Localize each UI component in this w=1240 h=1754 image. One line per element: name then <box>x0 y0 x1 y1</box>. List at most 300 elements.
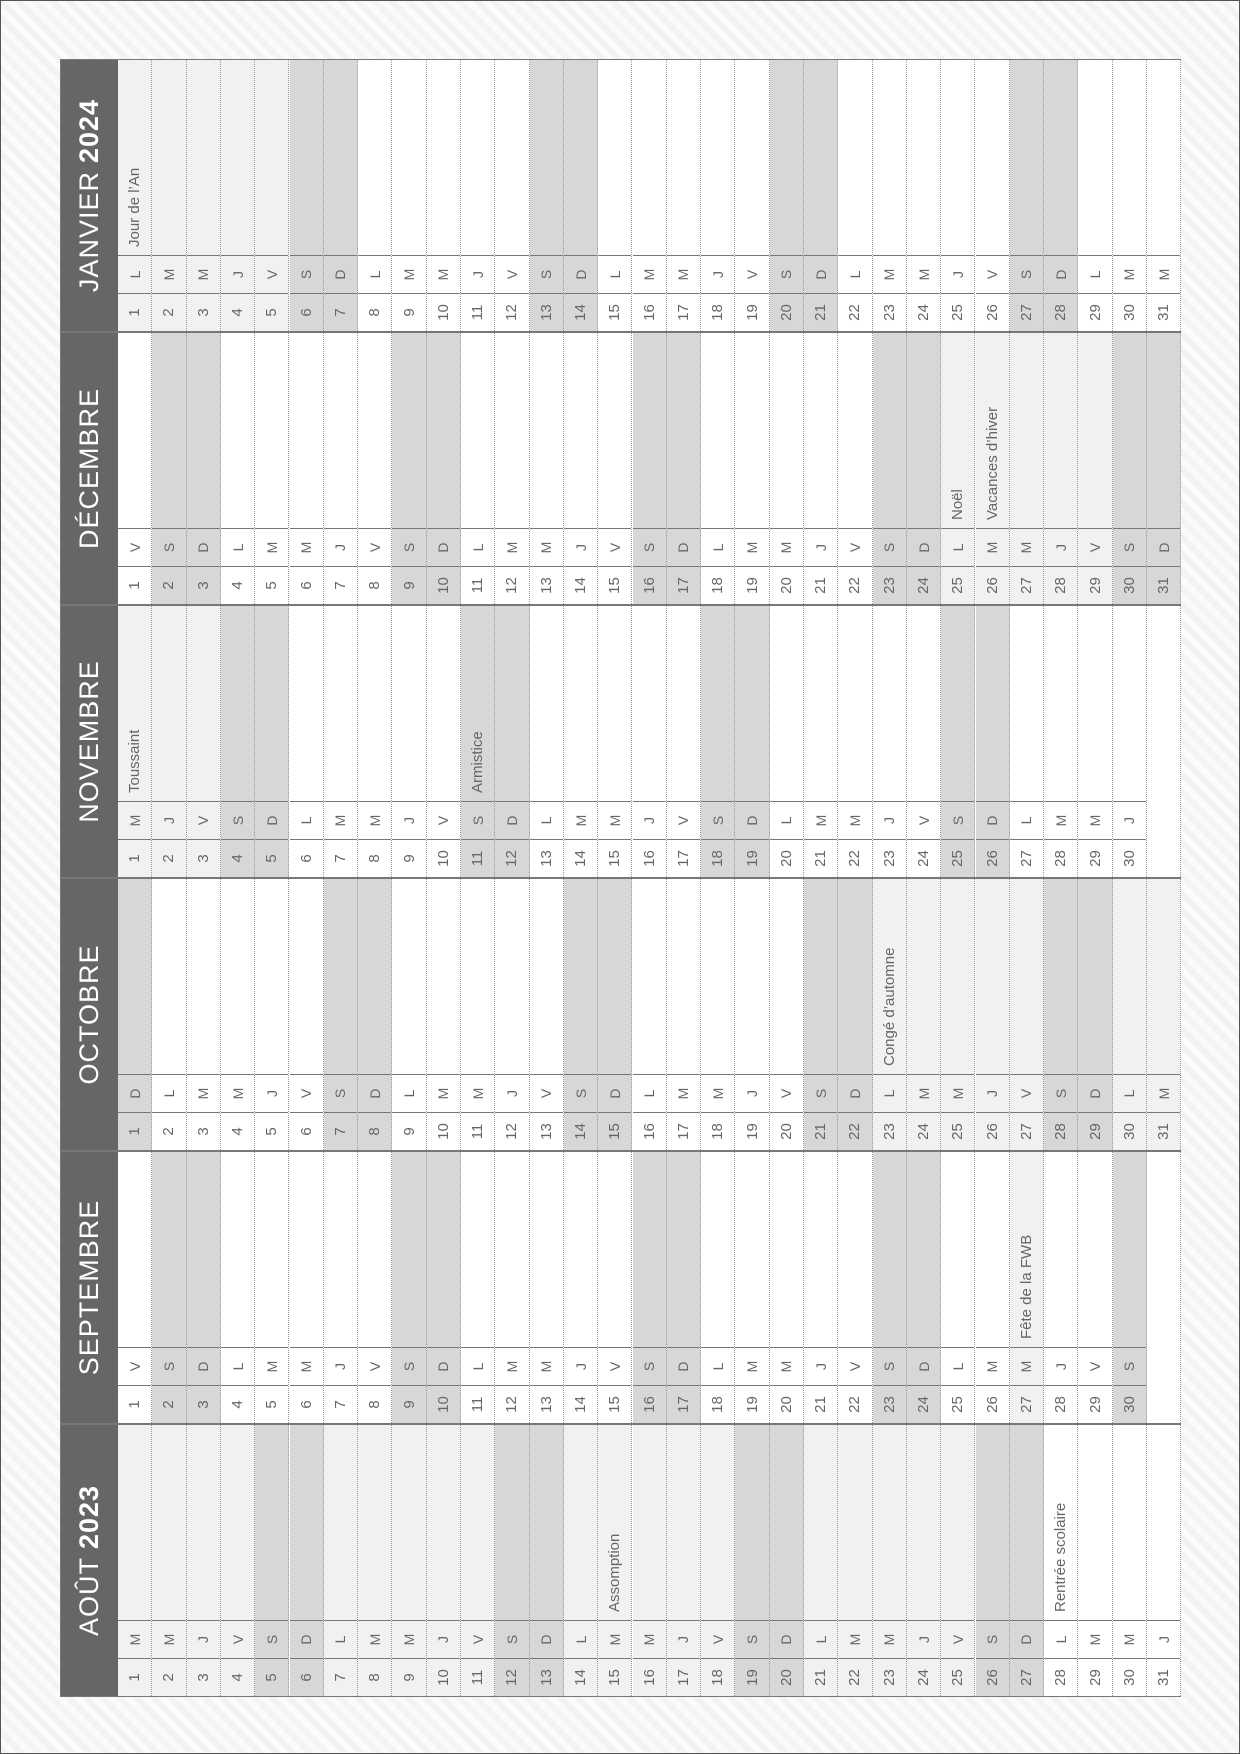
day-row <box>873 333 907 604</box>
day-number: 30 <box>1113 839 1146 877</box>
day-number: 8 <box>358 566 391 604</box>
day-number: 10 <box>427 566 460 604</box>
month-name: JANVIER <box>74 171 104 293</box>
day-number: 15 <box>598 839 631 877</box>
day-number: 25 <box>941 1658 974 1696</box>
day-row <box>838 879 872 1150</box>
weekday-letter: M <box>358 801 391 839</box>
day-row <box>255 1152 289 1423</box>
weekday-letter: L <box>461 1347 494 1385</box>
day-row <box>598 1152 632 1423</box>
day-number: 11 <box>461 1112 494 1150</box>
day-number: 13 <box>530 1658 563 1696</box>
day-number: 22 <box>838 1385 871 1423</box>
weekday-letter: D <box>1078 1074 1111 1112</box>
day-row <box>735 1152 769 1423</box>
day-row <box>427 1425 461 1696</box>
weekday-letter: J <box>324 1347 357 1385</box>
weekday-letter: M <box>976 528 1009 566</box>
weekday-letter: S <box>1010 255 1043 293</box>
weekday-letter: S <box>152 528 185 566</box>
day-row <box>1044 1152 1078 1423</box>
weekday-letter: J <box>735 1074 768 1112</box>
day-row <box>221 60 255 331</box>
day-row <box>1113 1152 1147 1423</box>
day-row <box>667 879 701 1150</box>
day-number: 4 <box>221 1385 254 1423</box>
day-row <box>461 60 495 331</box>
weekday-letter: L <box>1078 255 1111 293</box>
day-number: 8 <box>358 839 391 877</box>
month-header <box>61 333 118 604</box>
day-number: 4 <box>221 1112 254 1150</box>
day-row <box>152 333 186 604</box>
day-row <box>770 606 804 877</box>
day-number: 31 <box>1147 1658 1180 1696</box>
weekday-letter: D <box>495 801 528 839</box>
day-row <box>976 333 1010 604</box>
weekday-letter: L <box>461 528 494 566</box>
weekday-letter: M <box>1113 1620 1146 1658</box>
day-number: 26 <box>976 1385 1009 1423</box>
weekday-letter: J <box>804 528 837 566</box>
day-number: 12 <box>495 839 528 877</box>
weekday-letter: M <box>427 255 460 293</box>
weekday-letter: V <box>495 255 528 293</box>
day-number: 22 <box>838 566 871 604</box>
day-row <box>1078 606 1112 877</box>
day-row <box>392 60 426 331</box>
day-row <box>324 333 358 604</box>
day-number: 12 <box>495 1658 528 1696</box>
weekday-letter: M <box>152 255 185 293</box>
weekday-letter: V <box>530 1074 563 1112</box>
day-row <box>358 1152 392 1423</box>
day-number: 10 <box>427 293 460 331</box>
day-number: 24 <box>907 1385 940 1423</box>
day-row <box>255 879 289 1150</box>
weekday-letter: L <box>392 1074 425 1112</box>
day-row <box>324 1425 358 1696</box>
day-row <box>633 60 667 331</box>
weekday-letter: L <box>118 255 151 293</box>
day-number: 25 <box>941 1112 974 1150</box>
day-note: Armistice <box>469 731 487 793</box>
weekday-letter: M <box>598 1620 631 1658</box>
day-row <box>152 879 186 1150</box>
day-row <box>701 333 735 604</box>
day-number: 9 <box>392 293 425 331</box>
day-row <box>1044 1425 1078 1696</box>
day-number: 3 <box>187 566 220 604</box>
weekday-letter: M <box>187 1074 220 1112</box>
day-number: 13 <box>530 293 563 331</box>
weekday-letter: D <box>324 255 357 293</box>
weekday-letter: M <box>495 1347 528 1385</box>
day-row <box>530 606 564 877</box>
day-number: 19 <box>735 839 768 877</box>
weekday-letter: M <box>907 1074 940 1112</box>
day-row <box>907 606 941 877</box>
weekday-letter: V <box>838 1347 871 1385</box>
day-row <box>427 879 461 1150</box>
day-row <box>907 1152 941 1423</box>
weekday-letter: M <box>667 1074 700 1112</box>
day-number: 1 <box>118 293 151 331</box>
day-row <box>873 879 907 1150</box>
weekday-letter: L <box>838 255 871 293</box>
day-row <box>873 60 907 331</box>
day-number: 7 <box>324 839 357 877</box>
weekday-letter: M <box>1078 801 1111 839</box>
day-row <box>427 333 461 604</box>
day-row <box>427 606 461 877</box>
day-number: 4 <box>221 293 254 331</box>
day-number: 7 <box>324 293 357 331</box>
day-number: 21 <box>804 1385 837 1423</box>
weekday-letter: J <box>324 528 357 566</box>
day-number: 1 <box>118 1658 151 1696</box>
day-row <box>290 1425 324 1696</box>
day-number: 31 <box>1147 566 1180 604</box>
day-row <box>461 1152 495 1423</box>
weekday-letter: V <box>290 1074 323 1112</box>
day-row <box>530 60 564 331</box>
day-number: 1 <box>118 566 151 604</box>
day-row <box>392 1425 426 1696</box>
weekday-letter: L <box>358 255 391 293</box>
day-number: 10 <box>427 1112 460 1150</box>
weekday-letter: V <box>118 528 151 566</box>
day-row <box>701 1152 735 1423</box>
weekday-letter: S <box>1044 1074 1077 1112</box>
day-number: 22 <box>838 1658 871 1696</box>
day-number: 16 <box>633 566 666 604</box>
weekday-letter: M <box>598 801 631 839</box>
weekday-letter: M <box>461 1074 494 1112</box>
day-number: 6 <box>290 1112 323 1150</box>
day-row <box>1010 879 1044 1150</box>
weekday-letter: S <box>324 1074 357 1112</box>
month-column-decembre <box>60 332 1181 605</box>
weekday-letter: M <box>495 528 528 566</box>
weekday-letter: J <box>255 1074 288 1112</box>
day-number: 6 <box>290 839 323 877</box>
weekday-letter: L <box>770 801 803 839</box>
weekday-letter: M <box>701 1074 734 1112</box>
weekday-letter: V <box>838 528 871 566</box>
weekday-letter: S <box>530 255 563 293</box>
day-row <box>804 606 838 877</box>
day-row <box>1113 606 1147 877</box>
weekday-letter: D <box>187 1347 220 1385</box>
day-number: 30 <box>1113 1658 1146 1696</box>
weekday-letter: M <box>873 1620 906 1658</box>
day-row <box>324 60 358 331</box>
weekday-letter: S <box>735 1620 768 1658</box>
day-row <box>392 1152 426 1423</box>
weekday-letter: V <box>1078 528 1111 566</box>
day-number: 27 <box>1010 293 1043 331</box>
day-row <box>1010 60 1044 331</box>
weekday-letter: S <box>804 1074 837 1112</box>
day-row <box>221 879 255 1150</box>
day-note: Vacances d’hiver <box>983 406 1001 520</box>
day-row <box>1010 606 1044 877</box>
weekday-letter: M <box>530 1347 563 1385</box>
day-number: 25 <box>941 839 974 877</box>
weekday-letter: D <box>358 1074 391 1112</box>
weekday-letter: S <box>941 801 974 839</box>
month-column-novembre <box>60 605 1181 878</box>
weekday-letter: M <box>255 528 288 566</box>
month-name: AOÛT <box>74 1557 104 1637</box>
day-number: 24 <box>907 293 940 331</box>
day-row <box>358 606 392 877</box>
weekday-letter: J <box>461 255 494 293</box>
day-number: 23 <box>873 1658 906 1696</box>
weekday-letter: M <box>735 1347 768 1385</box>
day-row <box>187 1425 221 1696</box>
day-row <box>1010 333 1044 604</box>
day-number: 5 <box>255 566 288 604</box>
day-number: 19 <box>735 1658 768 1696</box>
day-number: 20 <box>770 293 803 331</box>
day-number: 25 <box>941 293 974 331</box>
weekday-letter: D <box>530 1620 563 1658</box>
day-row <box>564 606 598 877</box>
day-number: 18 <box>701 1385 734 1423</box>
day-number: 22 <box>838 839 871 877</box>
day-number: 11 <box>461 1658 494 1696</box>
weekday-letter: M <box>1147 255 1180 293</box>
day-row <box>324 606 358 877</box>
weekday-letter: M <box>324 801 357 839</box>
day-number: 21 <box>804 566 837 604</box>
day-number: 13 <box>530 566 563 604</box>
day-row <box>598 1425 632 1696</box>
day-number: 16 <box>633 1658 666 1696</box>
day-number: 2 <box>152 566 185 604</box>
weekday-letter: L <box>941 528 974 566</box>
weekday-letter: V <box>941 1620 974 1658</box>
day-number: 12 <box>495 1385 528 1423</box>
day-row <box>118 1152 152 1423</box>
day-number: 18 <box>701 1658 734 1696</box>
weekday-letter: D <box>564 255 597 293</box>
day-row <box>873 1152 907 1423</box>
day-number: 9 <box>392 839 425 877</box>
day-number: 28 <box>1044 839 1077 877</box>
weekday-letter: V <box>427 801 460 839</box>
weekday-letter: M <box>290 1347 323 1385</box>
day-row <box>735 879 769 1150</box>
day-number: 6 <box>290 1385 323 1423</box>
weekday-letter: L <box>633 1074 666 1112</box>
weekday-letter: J <box>804 1347 837 1385</box>
weekday-letter: L <box>324 1620 357 1658</box>
weekday-letter: J <box>564 1347 597 1385</box>
day-number: 14 <box>564 839 597 877</box>
day-row <box>152 1425 186 1696</box>
day-row <box>324 879 358 1150</box>
day-number: 14 <box>564 293 597 331</box>
weekday-letter: D <box>907 1347 940 1385</box>
day-number: 10 <box>427 1658 460 1696</box>
day-row <box>701 606 735 877</box>
weekday-letter: D <box>427 1347 460 1385</box>
weekday-letter: S <box>461 801 494 839</box>
weekday-letter: S <box>392 1347 425 1385</box>
day-row <box>290 333 324 604</box>
day-number: 2 <box>152 293 185 331</box>
weekday-letter: M <box>735 528 768 566</box>
weekday-letter: S <box>152 1347 185 1385</box>
weekday-letter: L <box>564 1620 597 1658</box>
day-number: 23 <box>873 566 906 604</box>
weekday-letter: M <box>941 1074 974 1112</box>
day-row <box>461 1425 495 1696</box>
weekday-letter: M <box>290 528 323 566</box>
day-row <box>976 879 1010 1150</box>
weekday-letter: V <box>976 255 1009 293</box>
day-number: 9 <box>392 1658 425 1696</box>
weekday-letter: L <box>1113 1074 1146 1112</box>
weekday-letter: D <box>1044 255 1077 293</box>
weekday-letter: M <box>770 1347 803 1385</box>
day-row <box>667 60 701 331</box>
day-number: 17 <box>667 1385 700 1423</box>
weekday-letter: S <box>976 1620 1009 1658</box>
weekday-letter: D <box>1010 1620 1043 1658</box>
weekday-letter: D <box>976 801 1009 839</box>
day-number: 30 <box>1113 293 1146 331</box>
day-row <box>358 333 392 604</box>
day-number: 20 <box>770 1385 803 1423</box>
day-number: 5 <box>255 839 288 877</box>
day-number: 5 <box>255 1385 288 1423</box>
weekday-letter: D <box>187 528 220 566</box>
weekday-letter: V <box>255 255 288 293</box>
weekday-letter: L <box>804 1620 837 1658</box>
day-row <box>701 879 735 1150</box>
weekday-letter: M <box>118 801 151 839</box>
weekday-letter: V <box>770 1074 803 1112</box>
weekday-letter: J <box>907 1620 940 1658</box>
day-number: 3 <box>187 1112 220 1150</box>
day-row <box>495 60 529 331</box>
day-row <box>1147 1425 1181 1696</box>
day-number: 29 <box>1078 839 1111 877</box>
day-row <box>598 606 632 877</box>
day-number: 3 <box>187 839 220 877</box>
weekday-letter: V <box>187 801 220 839</box>
day-row <box>118 1425 152 1696</box>
month-name: OCTOBRE <box>74 944 104 1085</box>
day-row <box>1044 879 1078 1150</box>
weekday-letter: J <box>976 1074 1009 1112</box>
weekday-letter: L <box>221 1347 254 1385</box>
day-row <box>530 1425 564 1696</box>
day-row <box>324 1152 358 1423</box>
weekday-letter: D <box>667 1347 700 1385</box>
weekday-letter: J <box>1113 801 1146 839</box>
weekday-letter: L <box>701 528 734 566</box>
day-row <box>187 60 221 331</box>
day-number: 23 <box>873 293 906 331</box>
day-number: 13 <box>530 839 563 877</box>
weekday-letter: D <box>118 1074 151 1112</box>
day-number: 27 <box>1010 1112 1043 1150</box>
day-row <box>770 60 804 331</box>
weekday-letter: S <box>770 255 803 293</box>
day-number: 17 <box>667 293 700 331</box>
day-number: 15 <box>598 1112 631 1150</box>
weekday-letter: M <box>838 801 871 839</box>
day-number: 9 <box>392 566 425 604</box>
day-number: 21 <box>804 839 837 877</box>
day-number: 12 <box>495 293 528 331</box>
day-row <box>838 333 872 604</box>
day-row <box>495 879 529 1150</box>
day-row <box>152 606 186 877</box>
day-number: 6 <box>290 293 323 331</box>
month-year: 2024 <box>74 98 104 164</box>
weekday-letter: M <box>187 255 220 293</box>
day-row <box>392 879 426 1150</box>
day-row <box>735 606 769 877</box>
day-number: 30 <box>1113 1385 1146 1423</box>
day-row <box>187 1152 221 1423</box>
day-row <box>941 60 975 331</box>
weekday-letter: V <box>735 255 768 293</box>
day-number: 12 <box>495 566 528 604</box>
day-row <box>941 333 975 604</box>
day-number: 21 <box>804 293 837 331</box>
day-row <box>770 1425 804 1696</box>
day-row <box>1147 60 1181 331</box>
day-number: 7 <box>324 1385 357 1423</box>
day-row <box>804 60 838 331</box>
weekday-letter: M <box>907 255 940 293</box>
day-row <box>187 333 221 604</box>
month-header <box>61 60 118 331</box>
weekday-letter: J <box>564 528 597 566</box>
weekday-letter: D <box>667 528 700 566</box>
day-row <box>427 60 461 331</box>
weekday-letter: S <box>564 1074 597 1112</box>
empty-row <box>1147 606 1181 877</box>
day-number: 31 <box>1147 293 1180 331</box>
day-number: 17 <box>667 1112 700 1150</box>
day-number: 29 <box>1078 566 1111 604</box>
day-number: 4 <box>221 1658 254 1696</box>
day-number: 27 <box>1010 1385 1043 1423</box>
calendar-sheet <box>60 59 1181 1697</box>
day-note: Fête de la FWB <box>1017 1234 1035 1339</box>
weekday-letter: M <box>392 1620 425 1658</box>
weekday-letter: M <box>804 801 837 839</box>
day-number: 24 <box>907 566 940 604</box>
weekday-letter: S <box>255 1620 288 1658</box>
day-row <box>221 1425 255 1696</box>
day-number: 8 <box>358 1385 391 1423</box>
day-number: 17 <box>667 1658 700 1696</box>
weekday-letter: S <box>633 1347 666 1385</box>
day-note: Toussaint <box>126 729 144 793</box>
day-number: 20 <box>770 566 803 604</box>
day-row <box>633 879 667 1150</box>
